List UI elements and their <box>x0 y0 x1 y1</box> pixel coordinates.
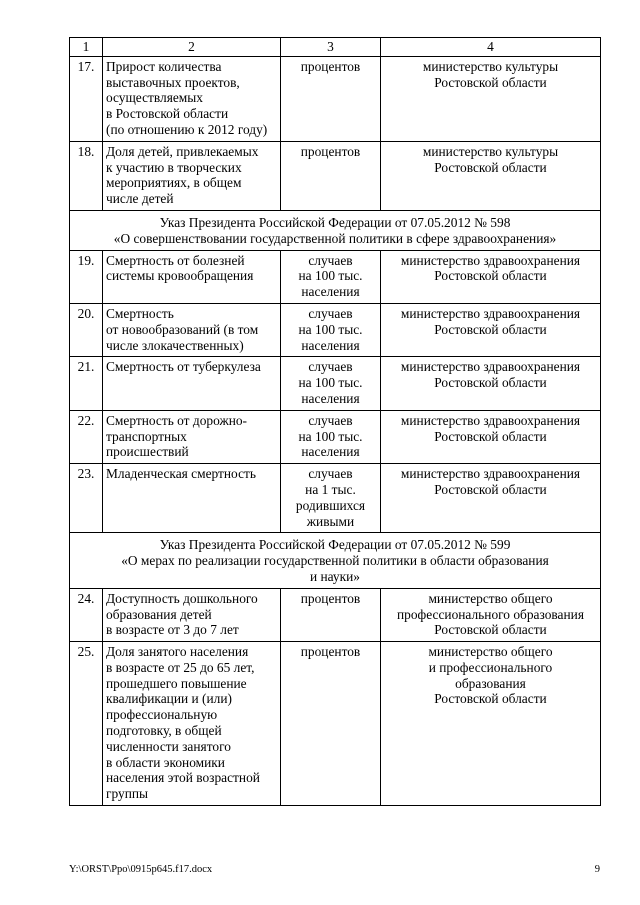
table-header-row <box>70 38 601 57</box>
indicator-name: Смертность от болезней системы кровообращения <box>103 250 281 303</box>
row-number: 25. <box>70 642 103 806</box>
section-heading-row <box>70 533 601 588</box>
indicator-name: Доля детей, привлекаемых к участию в творческих мероприятиях, в общем числе детей <box>103 141 281 210</box>
responsible-body: министерство здравоохранения Ростовской области <box>381 464 601 533</box>
unit-of-measure: процентов <box>281 588 381 641</box>
table-row <box>70 642 601 806</box>
file-path: Y:\ORST\Ppo\0915p645.f17.docx <box>69 864 213 875</box>
responsible-body: министерство общего профессионального образования Ростовской области <box>381 588 601 641</box>
indicator-name: Доля занятого населения в возрасте от 25 до 65 лет, прошедшего повышение квалификации и (или) профессиональную подготовку, в общей численности занятого в области экономики населения этой возрастной группы <box>103 642 281 806</box>
table-row <box>70 303 601 356</box>
responsible-body: министерство здравоохранения Ростовской области <box>381 410 601 463</box>
header-col-3: 3 <box>281 38 381 57</box>
responsible-body: министерство культуры Ростовской области <box>381 141 601 210</box>
indicator-name: Смертность от дорожно- транспортных происшествий <box>103 410 281 463</box>
unit-of-measure: случаев на 100 тыс. населения <box>281 303 381 356</box>
row-number: 21. <box>70 357 103 410</box>
table-row <box>70 250 601 303</box>
responsible-body: министерство общего и профессионального образования Ростовской области <box>381 642 601 806</box>
unit-of-measure: случаев на 100 тыс. населения <box>281 410 381 463</box>
unit-of-measure: случаев на 100 тыс. населения <box>281 357 381 410</box>
row-number: 23. <box>70 464 103 533</box>
indicator-name: Младенческая смертность <box>103 464 281 533</box>
page-number: 9 <box>594 864 600 875</box>
indicator-name: Прирост количества выставочных проектов, осуществляемых в Ростовской области (по отношению к 2012 году) <box>103 56 281 141</box>
unit-of-measure: процентов <box>281 141 381 210</box>
row-number: 17. <box>70 56 103 141</box>
row-number: 22. <box>70 410 103 463</box>
header-col-1: 1 <box>70 38 103 57</box>
unit-of-measure: процентов <box>281 642 381 806</box>
section-heading: Указ Президента Российской Федерации от 07.05.2012 № 599 «О мерах по реализации государственной политики в области образования и науки» <box>70 533 601 588</box>
indicator-name: Смертность от туберкулеза <box>103 357 281 410</box>
table-row <box>70 56 601 141</box>
indicator-name: Смертность от новообразований (в том числе злокачественных) <box>103 303 281 356</box>
responsible-body: министерство здравоохранения Ростовской области <box>381 250 601 303</box>
responsible-body: министерство здравоохранения Ростовской области <box>381 303 601 356</box>
section-heading: Указ Президента Российской Федерации от 07.05.2012 № 598 «О совершенствовании государственной политики в сфере здравоохранения» <box>70 210 601 250</box>
row-number: 19. <box>70 250 103 303</box>
responsible-body: министерство культуры Ростовской области <box>381 56 601 141</box>
row-number: 24. <box>70 588 103 641</box>
unit-of-measure: процентов <box>281 56 381 141</box>
indicators-table-body <box>70 38 601 806</box>
table-row <box>70 464 601 533</box>
section-heading-row <box>70 210 601 250</box>
unit-of-measure: случаев на 100 тыс. населения <box>281 250 381 303</box>
table-row <box>70 410 601 463</box>
header-col-2: 2 <box>103 38 281 57</box>
row-number: 20. <box>70 303 103 356</box>
unit-of-measure: случаев на 1 тыс. родившихся живыми <box>281 464 381 533</box>
table-row <box>70 588 601 641</box>
indicator-name: Доступность дошкольного образования детей в возрасте от 3 до 7 лет <box>103 588 281 641</box>
header-col-4: 4 <box>381 38 601 57</box>
row-number: 18. <box>70 141 103 210</box>
table-row <box>70 141 601 210</box>
table-row <box>70 357 601 410</box>
indicators-table <box>69 37 601 806</box>
responsible-body: министерство здравоохранения Ростовской области <box>381 357 601 410</box>
